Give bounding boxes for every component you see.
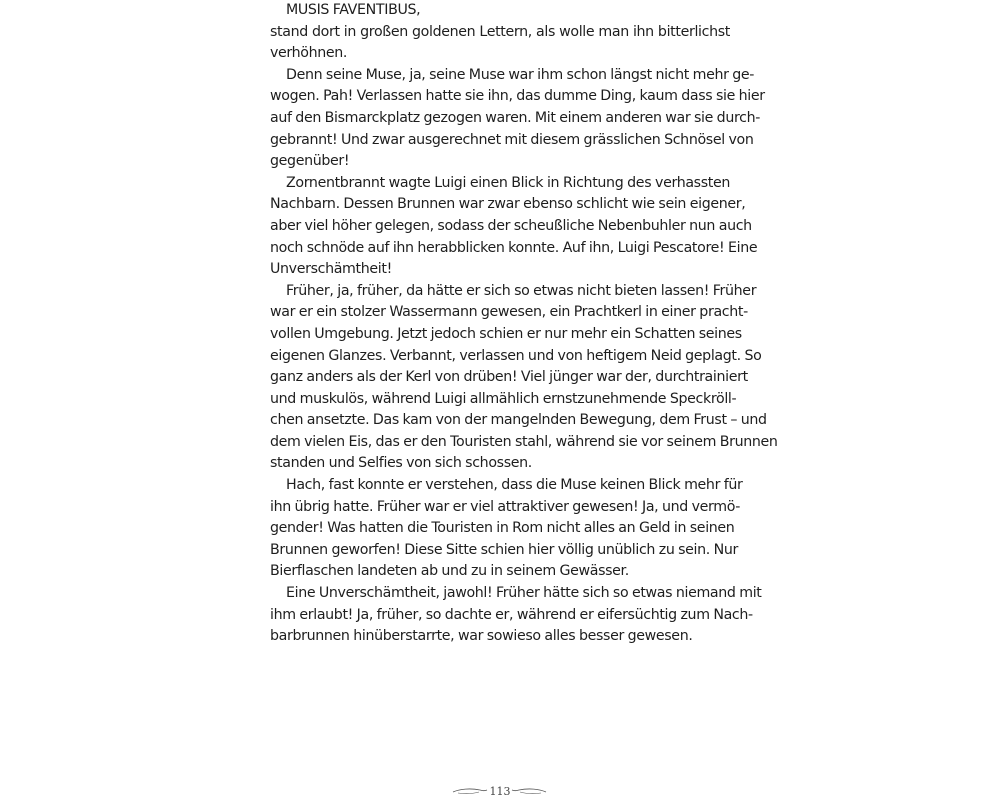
left-flourish-icon [452, 786, 488, 796]
text-line: war er ein stolzer Wassermann gewesen, ein Prachtkerl in einer pracht- [270, 304, 748, 321]
text-line: wogen. Pah! Verlassen hatte sie ihn, das dumme Ding, kaum dass sie hier [270, 88, 765, 105]
text-line: Brunnen geworfen! Diese Sitte schien hier völlig unüblich zu sein. Nur [270, 541, 738, 558]
text-line: Unverschämtheit! [270, 261, 392, 278]
text-line: Denn seine Muse, ja, seine Muse war ihm schon längst nicht mehr ge- [286, 66, 755, 83]
text-line: standen und Selfies von sich schossen. [270, 455, 532, 472]
text-line: Nachbarn. Dessen Brunnen war zwar ebenso schlicht wie sein eigener, [270, 196, 746, 213]
text-line: Früher, ja, früher, da hätte er sich so etwas nicht bieten lassen! Früher [286, 282, 757, 299]
text-line: Zornentbrannt wagte Luigi einen Blick in Richtung des verhassten [286, 174, 730, 191]
text-line: ihm erlaubt! Ja, früher, so dachte er, während er eifersüchtig zum Nach- [270, 606, 753, 623]
text-line: barbrunnen hinüberstarrte, war sowieso alles besser gewesen. [270, 628, 693, 645]
text-line: noch schnöde auf ihn herabblicken konnte. Auf ihn, Luigi Pescatore! Eine [270, 239, 758, 256]
right-flourish-icon [511, 786, 547, 796]
text-line: gegenüber! [270, 153, 350, 170]
text-line: gebrannt! Und zwar ausgerechnet mit diesem grässlichen Schnösel von [270, 131, 754, 148]
text-line: chen ansetzte. Das kam von der mangelnden Bewegung, dem Frust – und [270, 412, 767, 429]
text-line: ihn übrig hatte. Früher war er viel attraktiver gewesen! Ja, und vermö- [270, 498, 741, 515]
text-line: auf den Bismarckplatz gezogen waren. Mit einem anderen war sie durch- [270, 109, 761, 126]
page-number: 113 [489, 785, 511, 798]
text-line: Hach, fast konnte er verstehen, dass die Muse keinen Blick mehr für [286, 477, 743, 494]
text-line: gender! Was hatten die Touristen in Rom nicht alles an Geld in seinen [270, 520, 735, 537]
text-line: Bierflaschen landeten ab und zu in seinem Gewässer. [270, 563, 629, 580]
body-text [270, 0, 778, 648]
text-line: aber viel höher gelegen, sodass der scheußliche Nebenbuhler nun auch [270, 217, 752, 234]
text-line: MUSIS FAVENTIBUS, [286, 2, 421, 18]
text-line: stand dort in großen goldenen Lettern, als wolle man ihn bitterlichst [270, 23, 730, 40]
text-line: eigenen Glanzes. Verbannt, verlassen und von heftigem Neid geplagt. So [270, 347, 762, 364]
text-line: Eine Unverschämtheit, jawohl! Früher hätte sich so etwas niemand mit [286, 585, 762, 602]
text-line: ganz anders als der Kerl von drüben! Viel jünger war der, durchtrainiert [270, 369, 748, 386]
text-line: und muskulös, während Luigi allmählich ernstzunehmende Speckröll- [270, 390, 737, 407]
text-line: dem vielen Eis, das er den Touristen stahl, während sie vor seinem Brunnen [270, 433, 778, 450]
page-footer [0, 782, 1000, 802]
text-line: vollen Umgebung. Jetzt jedoch schien er nur mehr ein Schatten seines [270, 325, 742, 342]
text-line: verhöhnen. [270, 45, 348, 62]
